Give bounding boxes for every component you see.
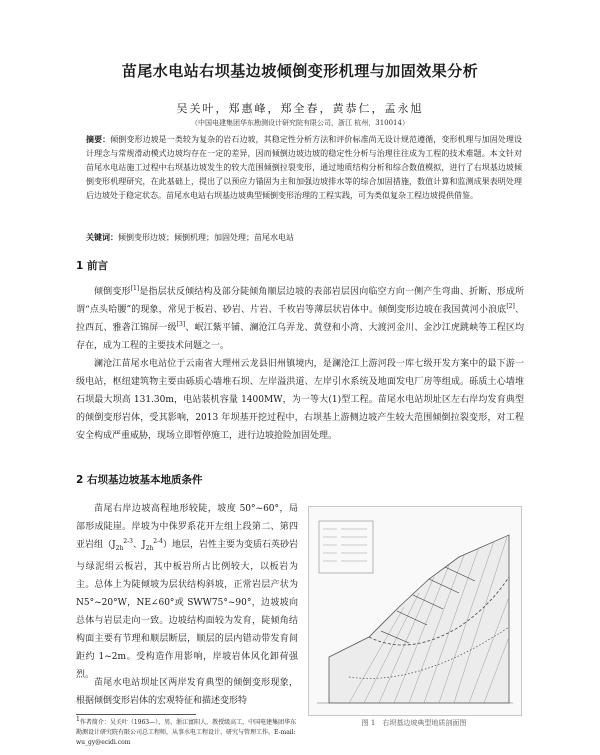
- footnote-rule: [76, 714, 196, 715]
- citation-3: [3]: [176, 321, 186, 328]
- figure-legend-lines: [323, 529, 367, 561]
- section-2-heading: 2 右坝基边坡基本地质条件: [76, 474, 203, 486]
- footnote-text: 作者简介：吴关叶（1963—），男，浙江富阳人，教授级高工，中国电建集团华东勘测设计研究院有限公司总工程师，从事水电工程设计、研究与管理工作。E-mail: wu_gy@ecidi.com: [76, 719, 297, 746]
- keywords-label: 关键词：: [86, 233, 118, 242]
- geologic-profile-figure: [308, 506, 522, 716]
- keywords-text: 倾倒变形边坡；倾倒机理；加固处理；苗尾水电站: [118, 233, 294, 242]
- formation-sub-2: 2h: [145, 544, 154, 552]
- figure-drawing: [309, 507, 521, 715]
- author-list: 吴关叶，郑惠峰，郑全春，黄恭仁，孟永旭: [176, 102, 424, 115]
- section-1-paragraph-1: [76, 283, 524, 355]
- figure-number: 图 1: [361, 719, 376, 727]
- s1p1-text-d: 、岷江紫平铺、澜沧江乌弄龙、黄登和小湾、大渡河金川、金沙江虎跳峡等工程区均存在，成为工程的主要技术问题之一。: [76, 323, 524, 351]
- formation-sup-2: 2-4: [153, 538, 163, 545]
- s1p1-text-b: 是指层状反倾结构及部分陡倾角顺层边坡的表部岩层因向临空方向一侧产生弯曲、折断、形成所谓“点头哈腰”的现象，常见于板岩、砂岩、片岩、千枚岩等薄层状岩体中。倾倒变形边坡在我国黄河小浪底: [76, 287, 524, 315]
- abstract-text: 倾倒变形边坡是一类较为复杂的岩石边坡，其稳定性分析方法和评价标准尚无设计规范遵循，变形机理与加固处理设计理念与常规滑动模式边坡均存在一定的差异，因而倾倒边坡边坡的稳定性分析与治理往往成为工程的技术难题。本文针对苗尾水电站施工过程中右坝基边坡发生的较大范围倾倒拉裂变形，通过地质结构分析和综合数值模拟，进行了右坝基边坡倾倒变形机理研究，在此基础上，提出了以预应力锚固为主和加强边坡排水等的综合加固措施，数值计算和监测成果表明处理后边坡处于稳定状态。苗尾水电站右坝基边坡典型倾倒变形治理的工程实践，可为类似复杂工程边坡提供借鉴。: [86, 135, 523, 200]
- abstract-label: 摘要：: [86, 135, 111, 144]
- section-1-heading: 1 前言: [76, 260, 108, 272]
- author-footnote: [76, 718, 300, 748]
- citation-2: [2]: [506, 303, 515, 310]
- citation-1: [1]: [130, 285, 140, 292]
- section-2-paragraph-2: 苗尾水电站坝址区两岸发育典型的倾倒变形现象，根据倾倒变形岩体的宏观特征和描述变形特: [76, 678, 298, 706]
- affiliation: （中国电建集团华东勘测设计研究院有限公司，浙江 杭州，310014）: [191, 119, 409, 127]
- footnote-mark: 1: [76, 716, 80, 723]
- formation-sup-1: 2-3: [123, 538, 133, 545]
- s2p1-text-b: 、J: [132, 540, 146, 550]
- section-1-paragraph-2: 澜沧江苗尾水电站位于云南省大理州云龙县旧州镇境内，是澜沧江上游河段一库七级开发方案中的最下游一级电站，枢纽建筑物主要由砾质心墙堆石坝、左岸溢洪道、左岸引水系统及地面发电厂房等组成。砾质土心墙堆石坝最大坝高 131.30m，电站装机容量 1400MW，为一等大(1)型工程。苗尾水电站坝址区左右岸均发育典型的倾倒变形岩体，受其影响，2013 年坝基开挖过程中，右坝基上游侧边坡产生较大范围倾倒拉裂变形，对工程安全构成严重威胁，现场立即暂停施工，进行边坡抢险加固处理。: [76, 359, 524, 441]
- s1p1-text-a: 倾倒变形: [94, 287, 131, 297]
- formation-sub-1: 2h: [115, 544, 124, 552]
- s1p1-text-c: 、拉西瓦、雅砻江锦屏一级: [76, 305, 524, 333]
- figure-caption: [308, 718, 520, 728]
- keywords-block: [86, 232, 522, 243]
- paper-title: 苗尾水电站右坝基边坡倾倒变形机理与加固效果分析: [121, 62, 479, 80]
- s2p1-text-a: 苗尾右岸边坡高程地形较陡，坡度 50°~60°，局部形成陡崖。岸坡为中侏罗系花开左组上段第二、第四亚岩组（J: [76, 504, 298, 550]
- figure-caption-text: 右坝基边坡典型地质剖面图: [382, 719, 467, 727]
- section-2-paragraph-1: [76, 500, 298, 684]
- abstract-block: [86, 133, 522, 203]
- s2p1-text-c: ）地层，岩性主要为变质石英砂岩与绿泥绢云板岩，其中板岩所占比例较大，以板岩为主。总体上为陡倾坡为层状结构斜坡，正常岩层产状为 N5°~20°W，NE∠60°或 SWW75°~90°，边坡坡向总体与岩层走向一致。边坡结构面较为发育，陡倾角结构面主要有节理和顺层断层，顺层的层内错动带发育间距约 1~2m。受构造作用影响，岸坡岩体风化卸荷强烈。: [76, 540, 299, 680]
